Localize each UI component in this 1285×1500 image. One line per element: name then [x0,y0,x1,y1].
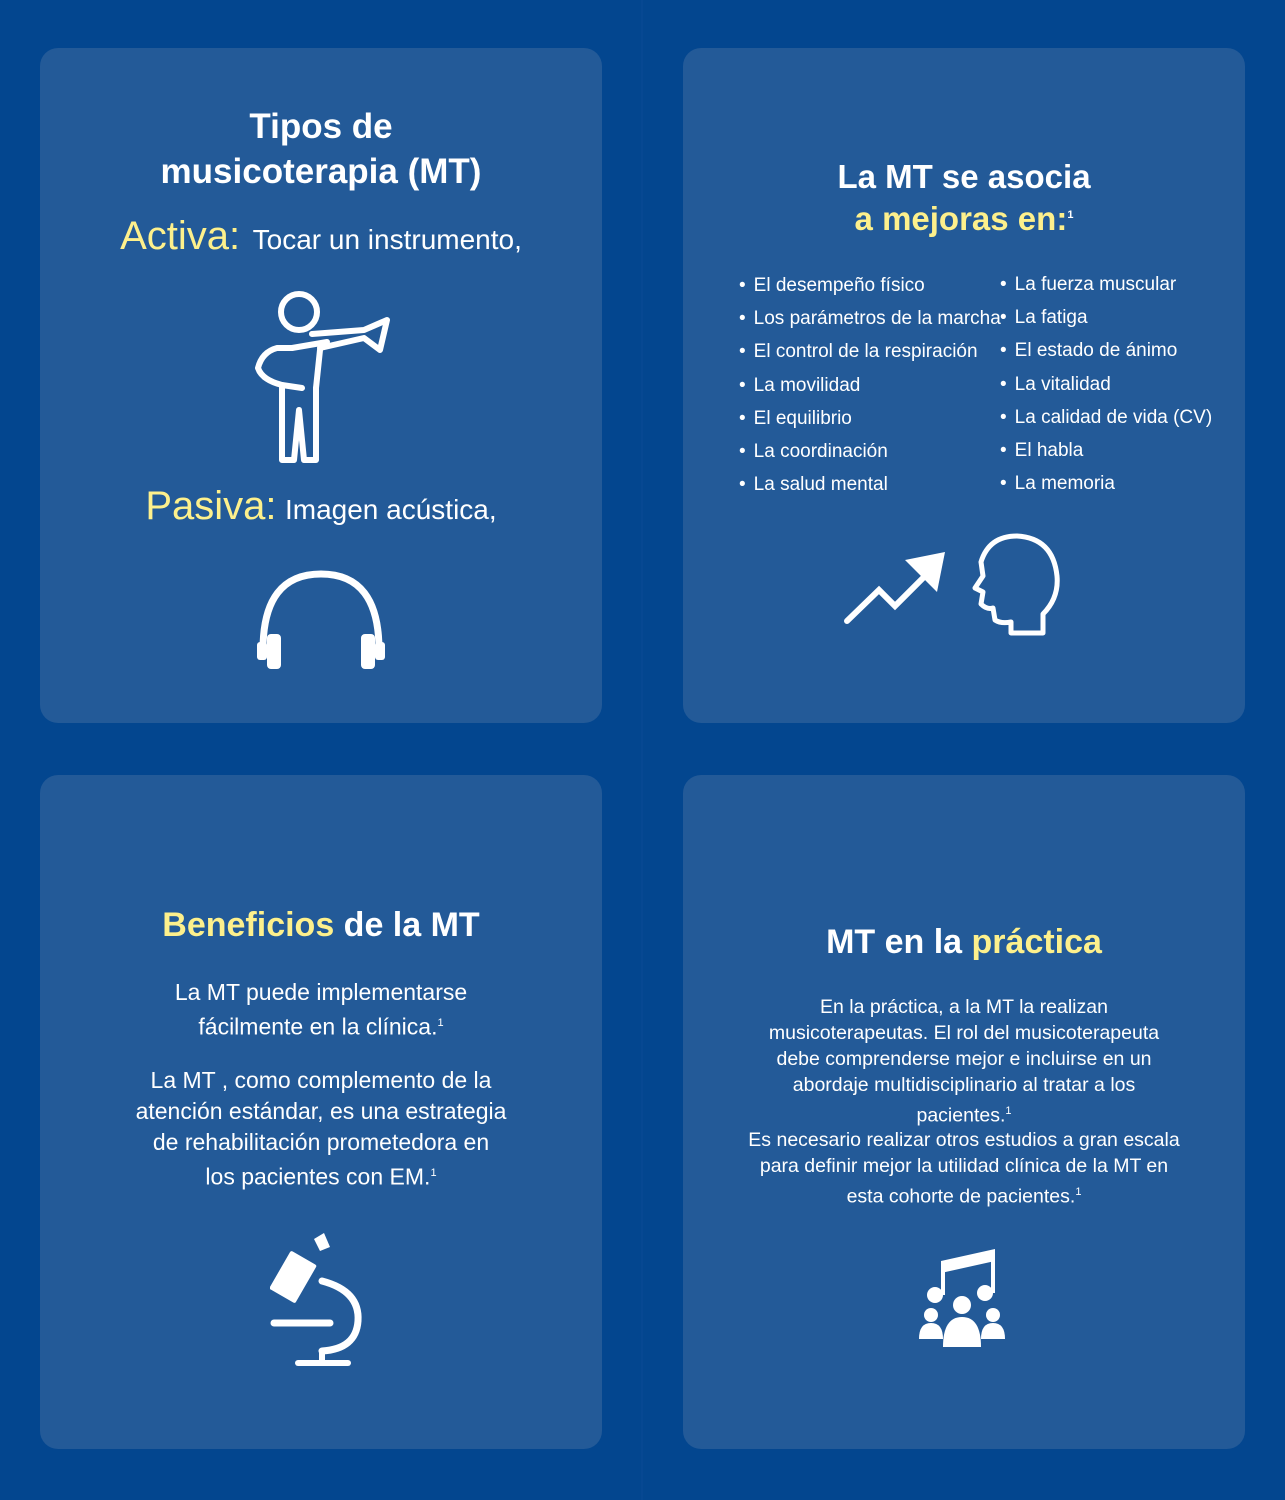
title-line-1: La MT se asocia [837,158,1091,195]
card-title [683,158,1245,238]
card-title [683,920,1245,964]
card-benefits [40,775,602,1449]
reference-mark: 1 [437,1017,444,1029]
music-group-icon [917,1247,1007,1349]
list-item: • La memoria [1000,467,1212,500]
list-item: • La vitalidad [1000,368,1212,401]
reference-mark: 1 [1005,1105,1012,1117]
title-rest: de la MT [334,906,480,944]
card-title [40,104,602,194]
list-item: • El control de la respiración [739,335,1001,368]
list-item: • El estado de ánimo [1000,334,1212,367]
microscope-icon [270,1231,366,1367]
head-profile-icon [971,532,1063,638]
center-divider [641,0,643,1500]
title-line-1: Tipos de [249,107,393,146]
card-therapy-types [40,48,602,723]
reference-mark: 1 [1075,1186,1082,1198]
trend-up-arrow-icon [843,550,948,626]
title-highlight: práctica [971,923,1102,961]
title-start: MT en la [826,923,972,961]
list-item: • La calidad de vida (CV) [1000,401,1212,434]
list-item: • La movilidad [739,369,1001,402]
active-label: Activa: [120,214,241,258]
card-improvements [683,48,1245,723]
passive-text: Imagen acústica, [284,494,497,525]
card-title [40,903,602,947]
list-item: • El equilibrio [739,402,1001,435]
improvements-list-left [739,269,1001,501]
paragraph-2: Es necesario realizar otros estudios a gran escala para definir mejor la utilidad clínica de la MT en esta cohorte de pacientes.$^1$ [748,1129,1180,1208]
active-row [40,214,602,259]
list-item: • El desempeño físico [739,269,1001,302]
title-line-2: a mejoras en:$^1$ [854,200,1074,237]
list-item: • La coordinación [739,435,1001,468]
list-item: • La fuerza muscular [1000,268,1212,301]
reference-mark: 1 [430,1167,437,1179]
improvements-list-right [1000,268,1212,500]
passive-row [40,484,602,529]
reference-mark: 1 [1067,209,1074,221]
paragraph-2: La MT , como complemento de la atención estándar, es una estrategia de rehabilitación prometedora en los pacientes con EM.$^1$ [135,1067,507,1190]
list-item: • El habla [1000,434,1212,467]
card-practice [683,775,1245,1449]
paragraph-1: La MT puede implementarse fácilmente en la clínica.$^1$ [174,979,468,1040]
title-line-2: musicoterapia (MT) [160,152,482,191]
trumpet-player-icon [252,290,397,465]
list-item: • Los parámetros de la marcha [739,302,1001,335]
headphones-icon [255,568,387,673]
list-item: • La salud mental [739,468,1001,501]
passive-label: Pasiva: [145,484,277,528]
title-highlight: Beneficios [162,906,335,944]
list-item: • La fatiga [1000,301,1212,334]
active-text: Tocar un instrumento, [252,224,522,255]
paragraph-1: En la práctica, a la MT la realizan musicoterapeutas. El rol del musicoterapeuta debe comprenderse mejor e incluirse en un abordaje multidisciplinario al tratar a los pacientes.$^1$ [768,996,1160,1127]
